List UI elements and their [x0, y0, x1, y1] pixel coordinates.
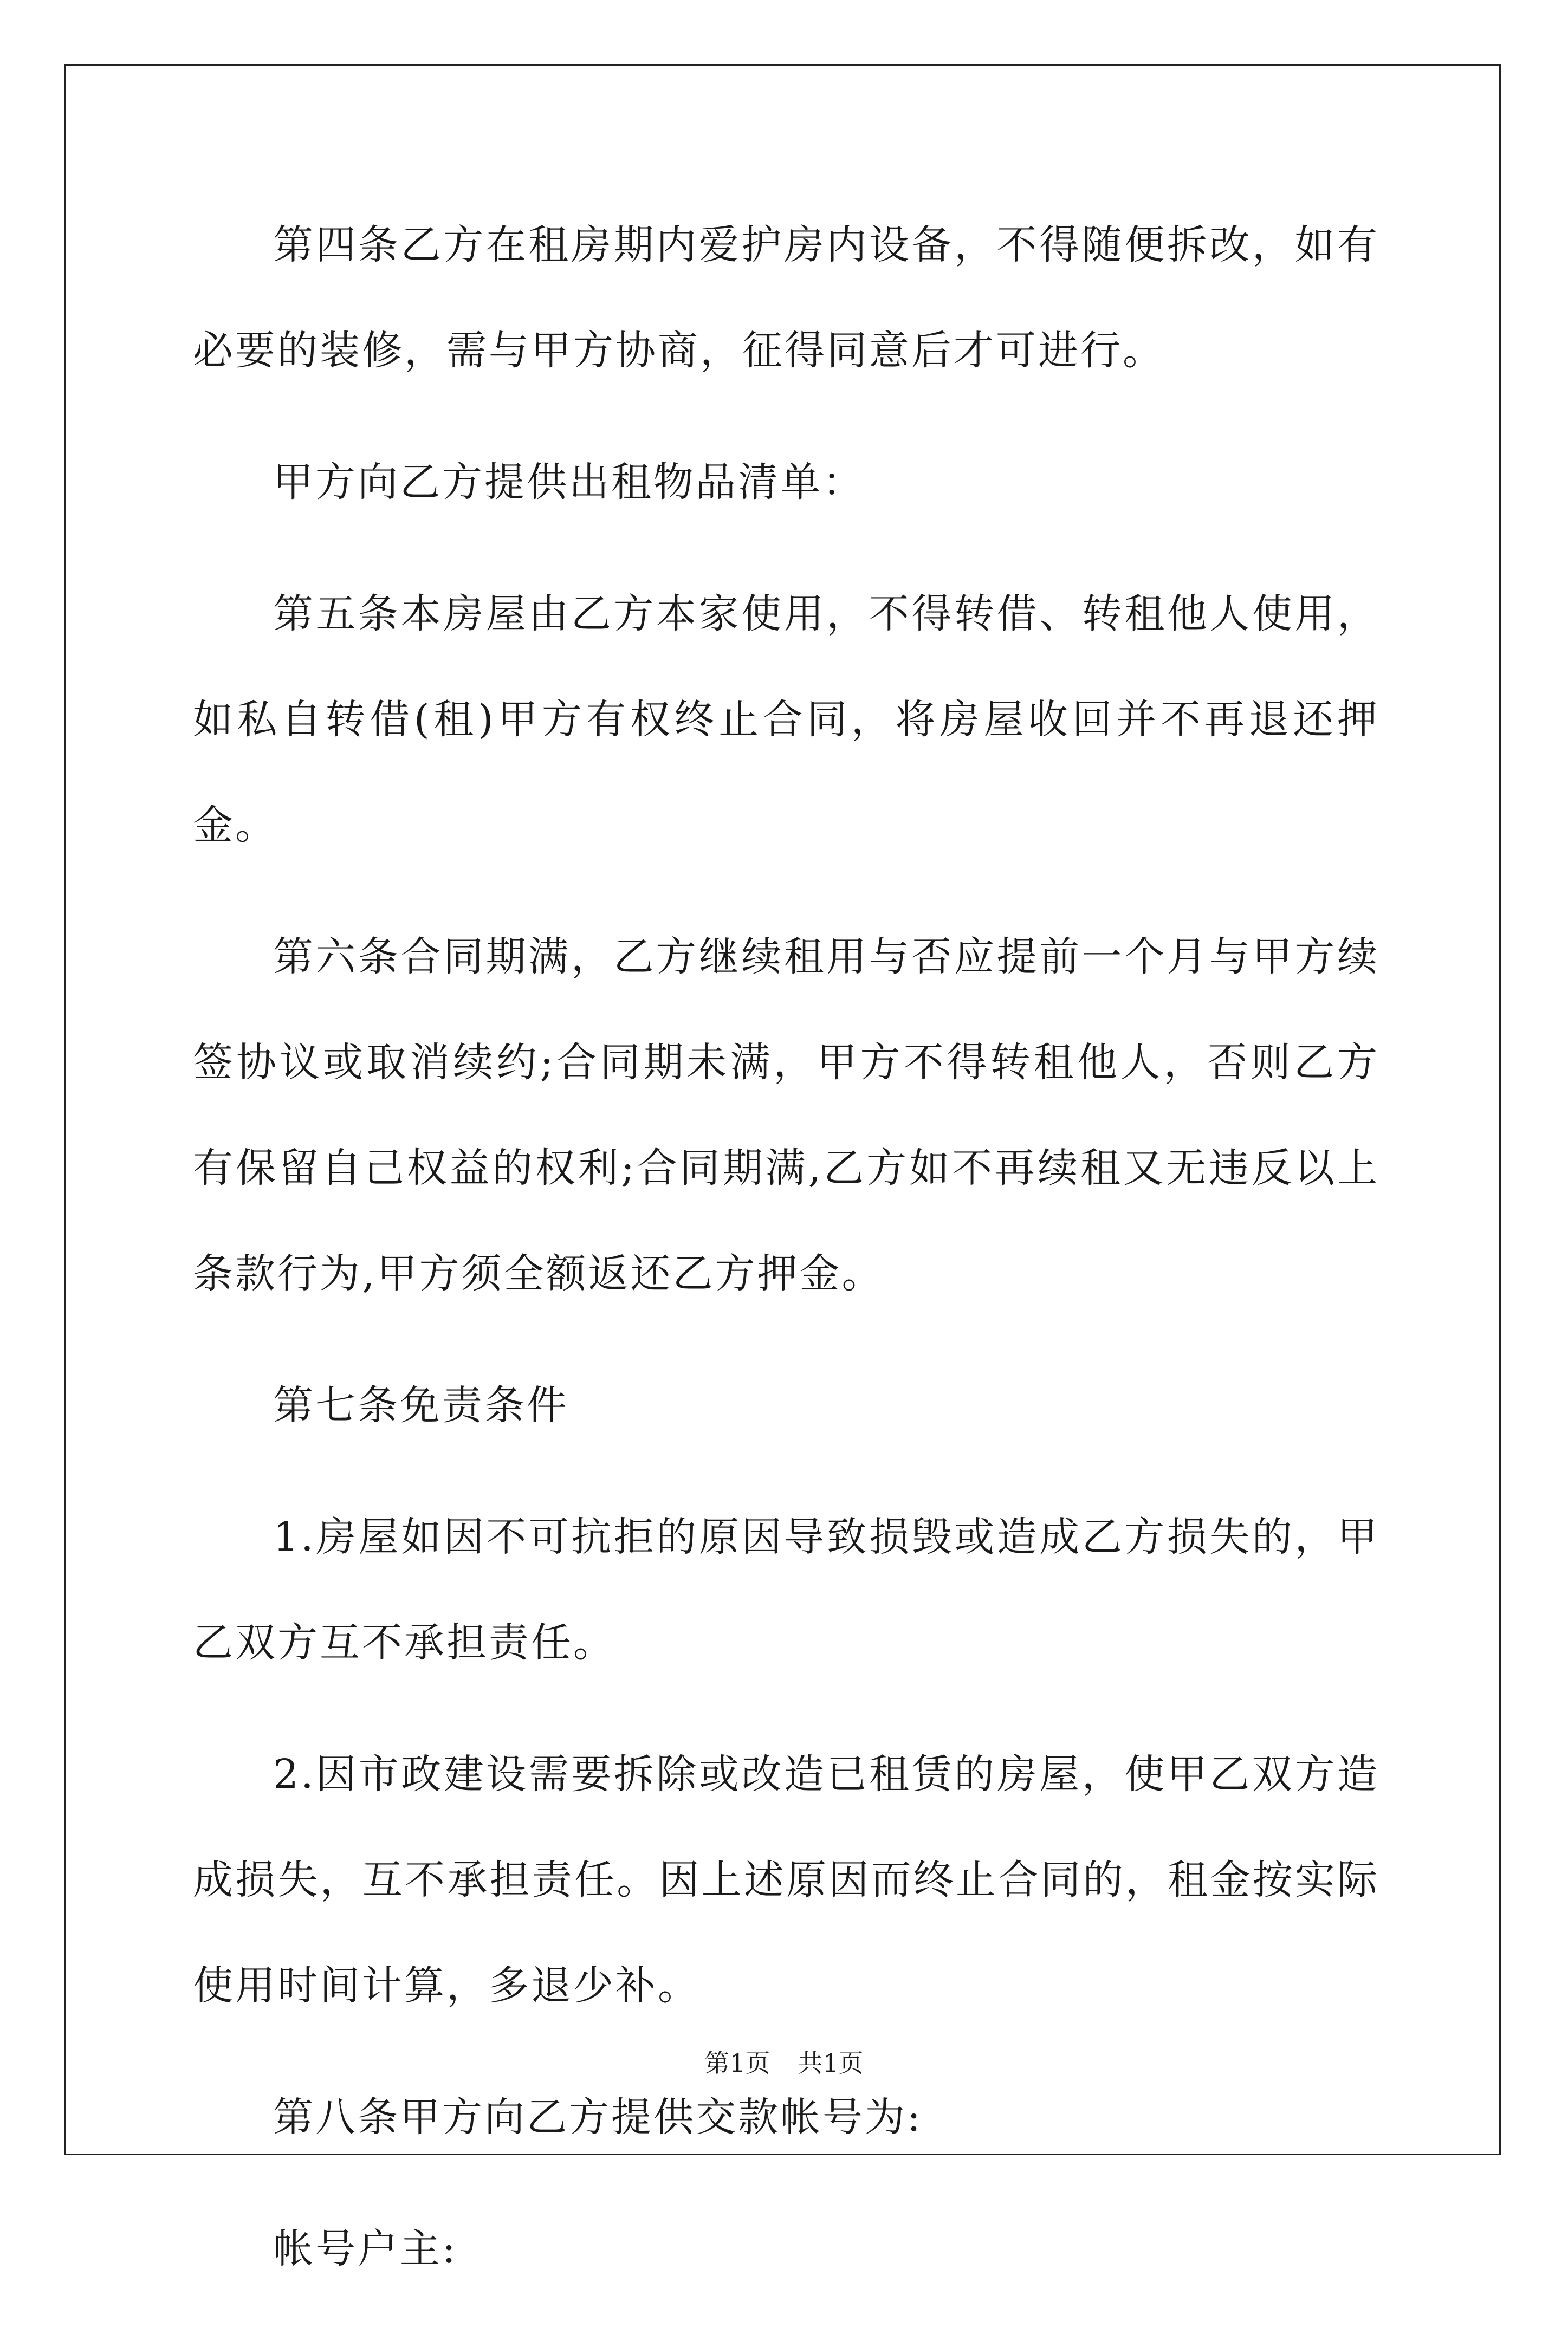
paragraph-article-7-item-2: 2.因市政建设需要拆除或改造已租赁的房屋，使甲乙双方造成损失，互不承担责任。因上述原因而终止合同的，租金按实际使用时间计算，多退少补。 — [193, 1751, 1379, 2009]
paragraph-rental-items: 甲方向乙方提供出租物品清单： — [273, 459, 865, 505]
document-body — [193, 192, 1379, 2328]
paragraph-article-5: 第五条本房屋由乙方本家使用，不得转借、转租他人使用，如私自转借(租)甲方有权终止合同，将房屋收回并不再退还押金。 — [193, 591, 1379, 848]
paragraph-article-7-item-1: 1.房屋如因不可抗拒的原因导致损毁或造成乙方损失的，甲乙双方互不承担责任。 — [193, 1514, 1379, 1666]
paragraph-article-8: 第八条甲方向乙方提供交款帐号为: — [273, 2094, 923, 2141]
paragraph-account-holder: 帐号户主: — [273, 2226, 458, 2272]
paragraph-article-7-title: 第七条免责条件 — [273, 1382, 569, 1429]
paragraph-article-4: 第四条乙方在租房期内爱护房内设备，不得随便拆改，如有必要的装修，需与甲方协商，征得同意后才可进行。 — [193, 222, 1379, 374]
paragraph-article-6: 第六条合同期满，乙方继续租用与否应提前一个月与甲方续签协议或取消续约;合同期未满，甲方不得转租他人，否则乙方有保留自己权益的权利;合同期满,乙方如不再续租又无违反以上条款行为,甲方须全额返还乙方押金。 — [193, 933, 1379, 1297]
page-footer — [0, 2047, 1568, 2079]
page-number: 第1页 — [704, 2048, 770, 2078]
page-total: 共1页 — [798, 2048, 864, 2078]
